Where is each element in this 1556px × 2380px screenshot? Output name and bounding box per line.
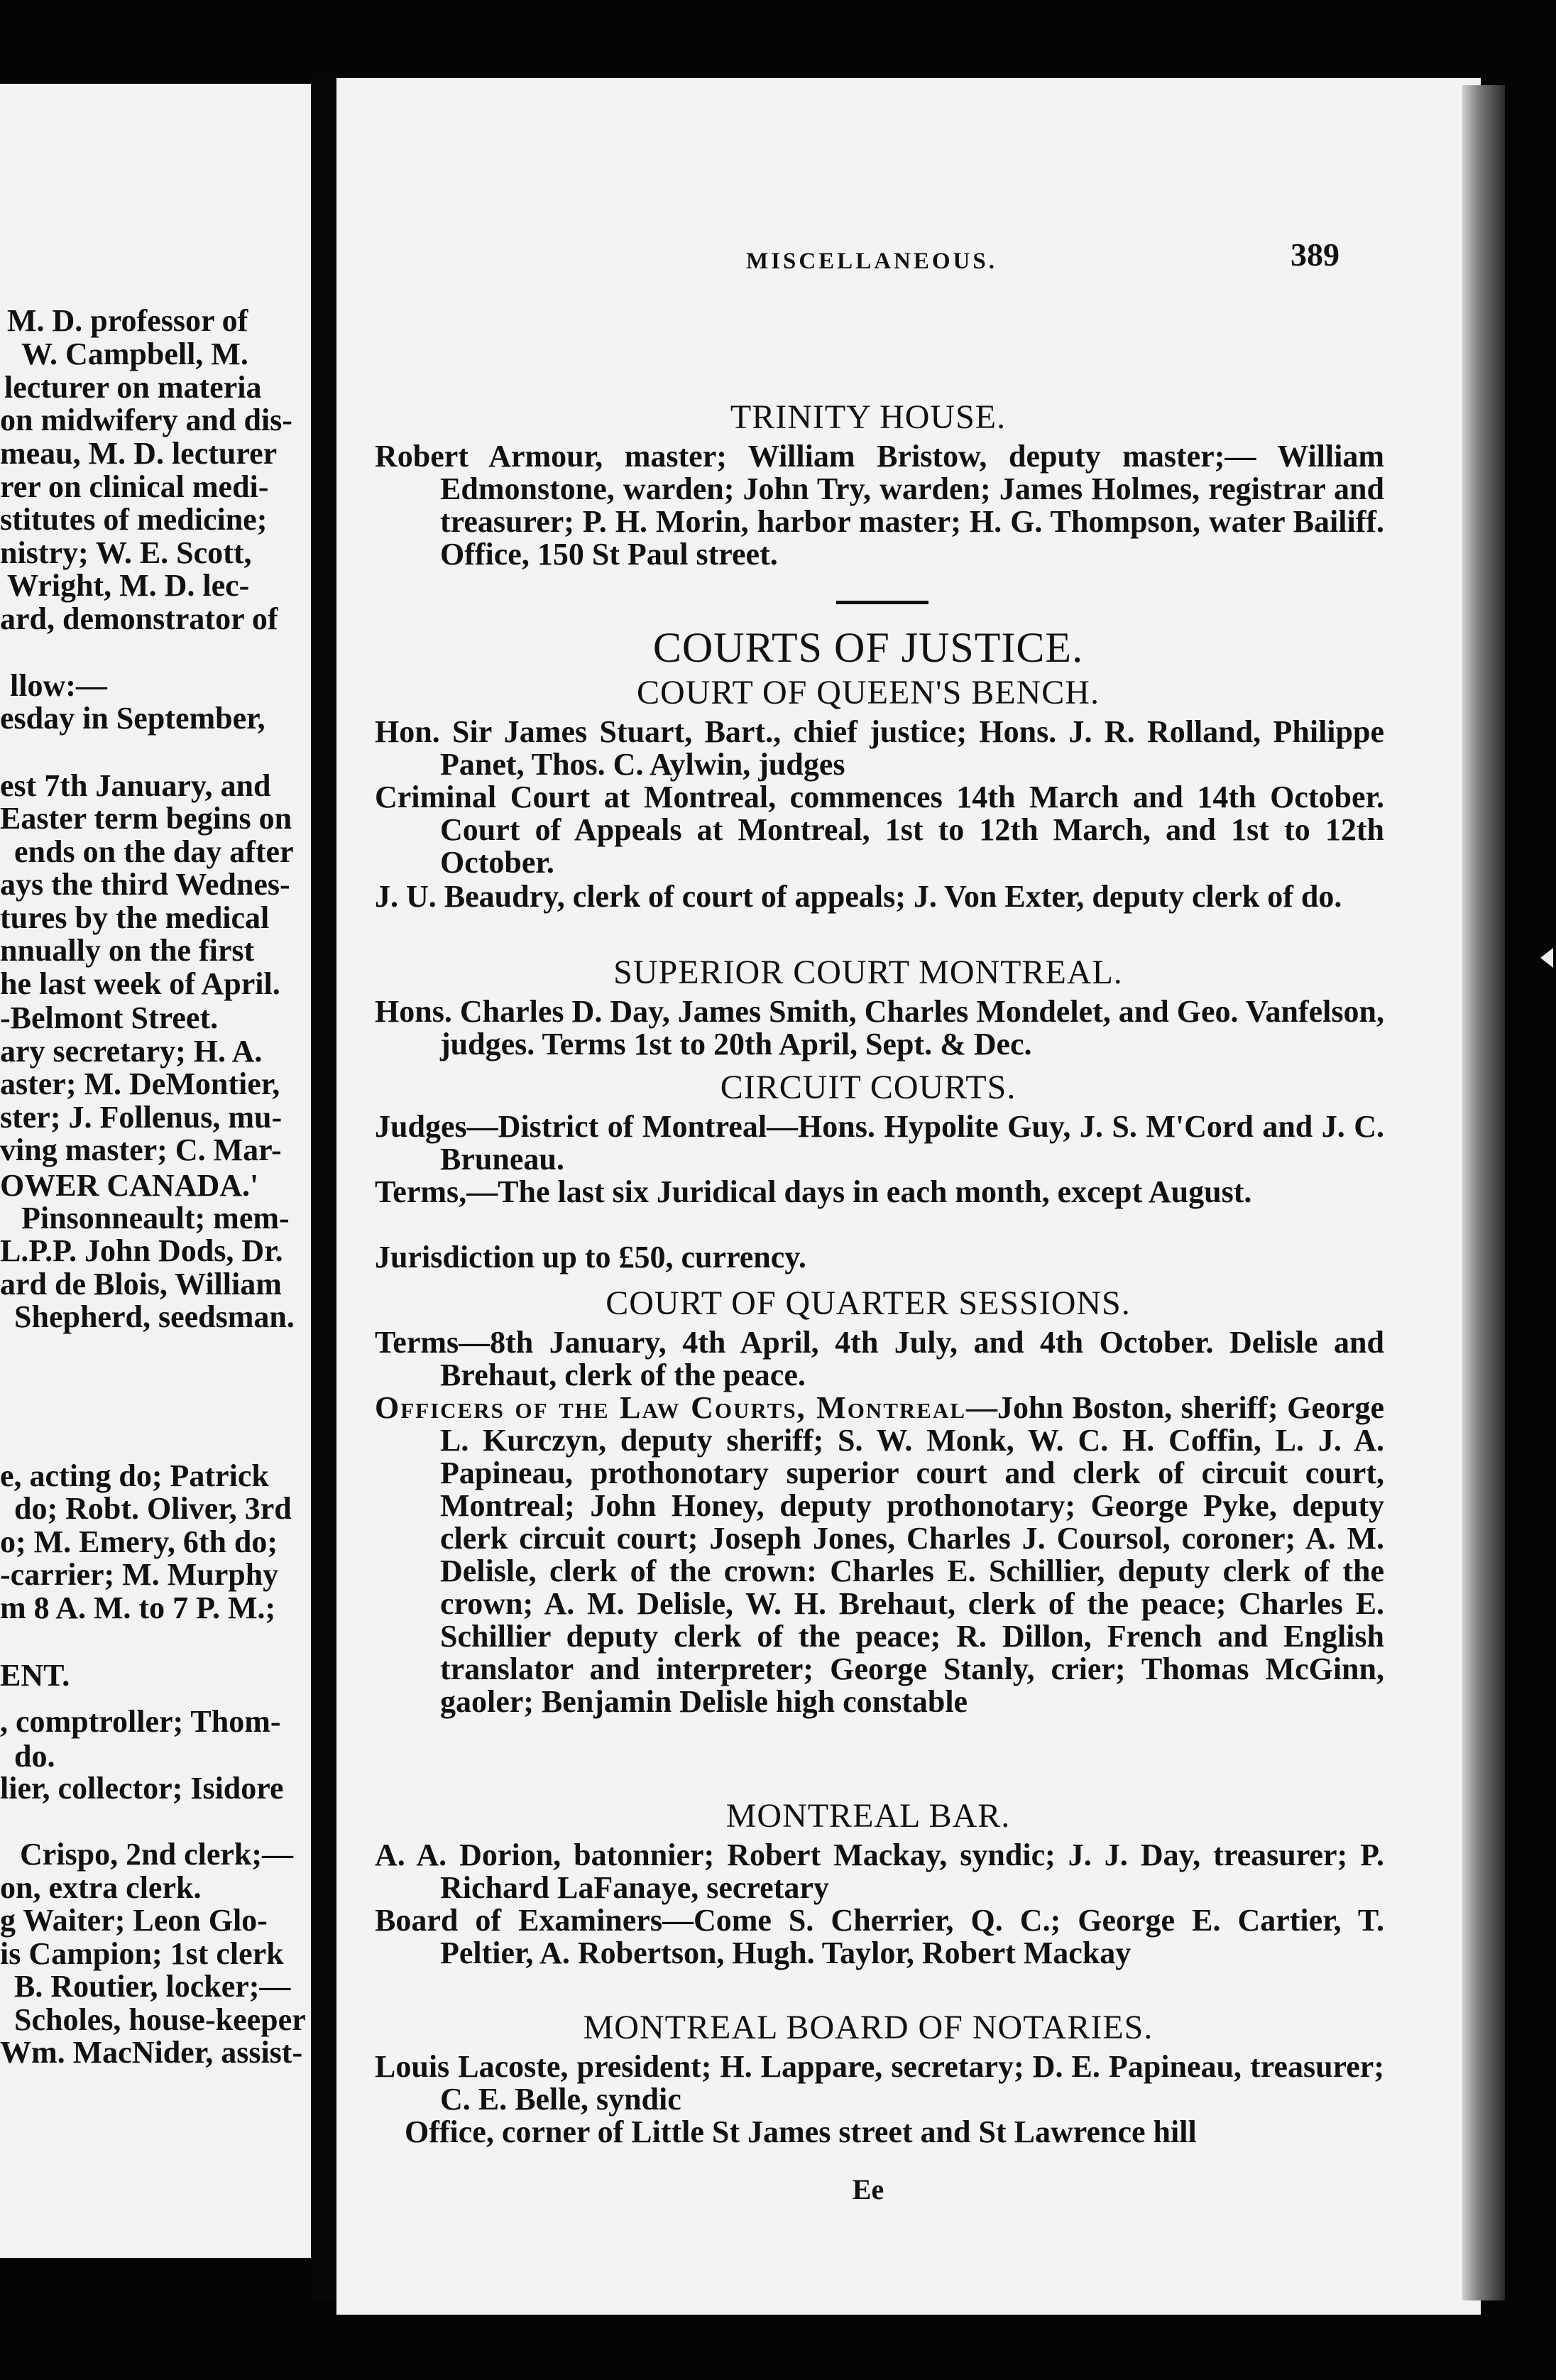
left-page-line: aster; M. DeMontier, [0,1066,280,1101]
subsection-title-circuit-courts: CIRCUIT COURTS. [720,1069,1017,1106]
left-page-line: B. Routier, locker;— [14,1969,291,2004]
trinity-house-text: Robert Armour, master; William Bristow, deputy master;— William Edmonstone, warden; John Try, warden; James Holmes, registrar and treasurer; P. H. Morin, harbor master; H. G. Thompson, water Bailiff. Office, 150 St Paul street. [375,439,1384,572]
left-page-line: meau, M. D. lecturer [0,436,278,471]
left-page-line: on midwifery and dis- [0,403,292,437]
subsection-title-quarter-sessions: COURT OF QUARTER SESSIONS. [606,1284,1131,1322]
left-facing-page [0,84,311,2258]
section-title-trinity-house: TRINITY HOUSE. [730,398,1007,436]
left-page-line: Wright, M. D. lec- [7,568,250,603]
left-page-line: est 7th January, and [0,768,271,803]
circuit-courts-judges: Judges—District of Montreal—Hons. Hypolite Guy, J. S. M'Cord and J. C. Bruneau. [375,1109,1384,1177]
left-page-line: nistry; W. E. Scott, [0,535,252,570]
queens-bench-terms: Criminal Court at Montreal, commences 14th March and 14th October. Court of Appeals at Montreal, 1st to 12th March, and 1st to 12th October. [375,780,1384,880]
law-court-officers-text: —John Boston, sheriff; George L. Kurczyn, deputy sheriff; S. W. Monk, W. C. H. Coffin, L. J. A. Papineau, prothonotary superior court and clerk of circuit court, Montreal; John Honey, deputy prothonotary; George Pyke, deputy clerk circuit court; Joseph Jones, Charles J. Coursol, coroner; A. M. Delisle, clerk of the crown: Charles E. Schillier, deputy clerk of the crown; A. M. Delisle, W. H. Brehaut, clerk of the peace; Charles E. Schillier deputy clerk of the peace; R. Dillon, French and English translator and interpreter; George Stanly, crier; Thomas McGinn, gaoler; Benjamin Delisle high constable [440,1390,1384,1719]
left-page-line: he last week of April. [0,966,280,1001]
left-page-line: Pinsonneault; mem- [21,1201,290,1235]
left-page-line: -Belmont Street. [0,1000,219,1035]
left-page-line: Scholes, house-keeper [14,2002,306,2037]
right-page [336,78,1481,2315]
left-page-line: m 8 A. M. to 7 P. M.; [0,1590,276,1625]
edge-arrow-icon [1540,948,1553,968]
law-court-officers [375,1392,1384,1718]
left-page-line: is Campion; 1st clerk [0,1936,284,1971]
left-page-line: on, extra clerk. [0,1870,202,1905]
left-page-line: ENT. [0,1658,70,1693]
left-page-line: esday in September, [0,701,265,736]
left-page-line: ster; J. Follenus, mu- [0,1100,283,1135]
left-page-line: g Waiter; Leon Glo- [0,1903,268,1938]
left-page-line: llow:— [10,668,107,703]
left-page-line: ends on the day after [14,834,294,869]
left-page-line: ving master; C. Mar- [0,1132,282,1167]
section-title-montreal-bar: MONTREAL BAR. [725,1797,1011,1835]
left-page-line: lecturer on materia [4,370,262,405]
left-page-line: ard, demonstrator of [0,601,278,636]
law-court-officers-lead: Officers of the Law Courts, Montreal [375,1390,966,1425]
subsection-title-superior-court: SUPERIOR COURT MONTREAL. [613,954,1123,991]
left-page-line: W. Campbell, M. [21,337,248,371]
left-page-line: -carrier; M. Murphy [0,1557,279,1592]
left-page-line: ays the third Wednes- [0,867,290,902]
left-page-line: M. D. professor of [7,303,248,338]
left-page-line: lier, collector; Isidore [0,1771,284,1806]
left-page-line: Shepherd, seedsman. [14,1299,295,1334]
board-of-notaries-office: Office, corner of Little St James street and St Lawrence hill [405,2114,1197,2149]
left-page-line: , comptroller; Thom- [0,1704,281,1739]
montreal-bar-examiners: Board of Examiners—Come S. Cherrier, Q. C.; George E. Cartier, T. Peltier, A. Robertson, Hugh. Taylor, Robert Mackay [375,1903,1384,1970]
section-title-board-of-notaries: MONTREAL BOARD OF NOTARIES. [583,2009,1154,2046]
left-page-line: Easter term begins on [0,801,292,836]
quarter-sessions-terms: Terms—8th January, 4th April, 4th July, and 4th October. Delisle and Brehaut, clerk of the peace. [375,1325,1384,1392]
circuit-courts-terms: Terms,—The last six Juridical days in each month, except August. [375,1174,1252,1209]
left-page-line: do. [14,1739,55,1774]
left-page-line: stitutes of medicine; [0,502,268,537]
left-page-line: nnually on the first [0,933,255,968]
left-page-line: do; Robt. Oliver, 3rd [14,1491,292,1526]
montreal-bar-officers: A. A. Dorion, batonnier; Robert Mackay, syndic; J. J. Day, treasurer; P. Richard LaFanaye, secretary [375,1838,1384,1905]
left-page-line: Crispo, 2nd clerk;— [20,1837,293,1872]
left-page-line: OWER CANADA.' [0,1168,259,1203]
section-divider [836,601,928,604]
queens-bench-clerks: J. U. Beaudry, clerk of court of appeals; J. Von Exter, deputy clerk of do. [375,879,1342,914]
signature-mark: Ee [852,2173,884,2205]
circuit-courts-jurisdiction: Jurisdiction up to £50, currency. [375,1240,806,1274]
section-title-courts-of-justice: COURTS OF JUSTICE. [652,624,1084,671]
left-page-line: o; M. Emery, 6th do; [0,1524,278,1559]
subsection-title-queens-bench: COURT OF QUEEN'S BENCH. [637,674,1100,711]
left-page-line: rer on clinical medi- [0,469,269,504]
board-of-notaries-officers: Louis Lacoste, president; H. Lappare, secretary; D. E. Papineau, treasurer; C. E. Belle, syndic [375,2049,1384,2117]
left-page-line: Wm. MacNider, assist- [0,2035,303,2070]
page-number: 389 [1291,236,1339,273]
left-page-line: e, acting do; Patrick [0,1458,269,1493]
left-page-line: ary secretary; H. A. [0,1034,263,1069]
left-page-line: tures by the medical [0,900,270,935]
running-head: MISCELLANEOUS. [746,249,997,274]
left-page-line: L.P.P. John Dods, Dr. [0,1233,283,1268]
book-gutter [311,71,336,2300]
queens-bench-judges: Hon. Sir James Stuart, Bart., chief justice; Hons. J. R. Rolland, Philippe Panet, Thos. C. Aylwin, judges [375,714,1384,782]
superior-court-text: Hons. Charles D. Day, James Smith, Charles Mondelet, and Geo. Vanfelson, judges. Terms 1st to 20th April, Sept. & Dec. [375,994,1384,1061]
left-page-line: ard de Blois, William [0,1267,282,1301]
page-edge [1462,85,1505,2300]
